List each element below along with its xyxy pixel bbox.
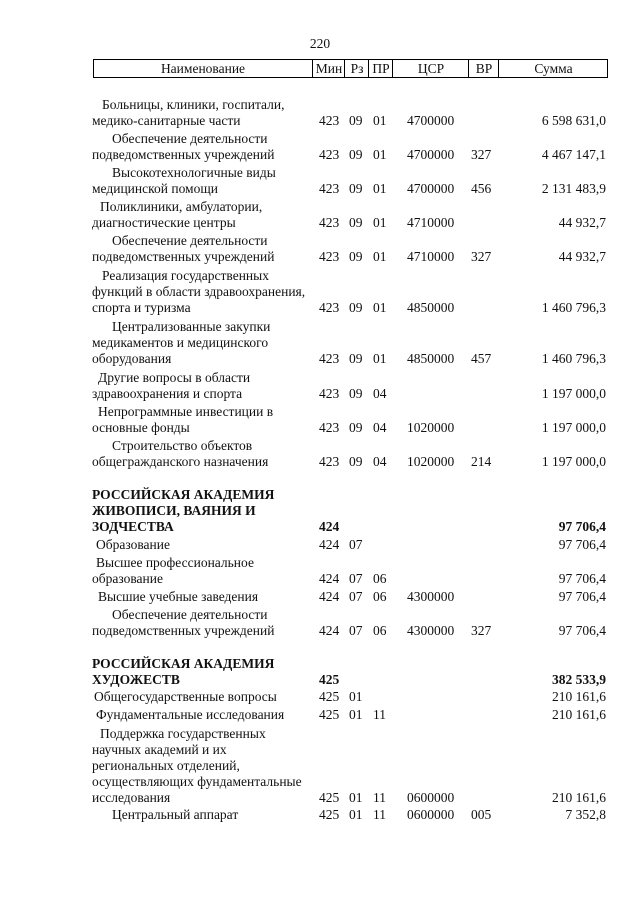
cell-vr: 457 [471, 351, 492, 366]
cell-min: 423 [319, 420, 340, 435]
cell-pr: 11 [373, 707, 386, 722]
cell-pr: 01 [373, 113, 387, 128]
cell-pr: 01 [373, 181, 387, 196]
row-name [92, 607, 310, 639]
row-name-line: исследования [92, 790, 171, 805]
row-name [92, 319, 310, 367]
row-name [92, 199, 310, 231]
cell-vr: 456 [471, 181, 492, 196]
cell-min: 424 [319, 537, 340, 552]
cell-min: 424 [319, 623, 340, 638]
row-name-line: диагностические центры [92, 215, 236, 230]
header-csr: ЦСР [392, 60, 469, 77]
cell-min: 423 [319, 181, 340, 196]
cell-pr: 01 [373, 351, 387, 366]
row-name [92, 233, 310, 265]
row-name-line: Обеспечение деятельности [112, 607, 268, 622]
cell-rz: 09 [349, 420, 363, 435]
cell-csr: 4300000 [407, 623, 455, 638]
cell-min: 425 [319, 689, 340, 704]
row-name-line: подведомственных учреждений [92, 249, 275, 264]
cell-rz: 09 [349, 147, 363, 162]
row-name [92, 370, 310, 402]
row-name-line: научных академий и их [92, 742, 227, 757]
cell-sum: 6 598 631,0 [541, 113, 606, 128]
cell-min: 423 [319, 351, 340, 366]
cell-pr: 11 [373, 790, 386, 805]
row-name-line: Централизованные закупки [112, 319, 271, 334]
row-name-line: Центральный аппарат [112, 807, 239, 822]
cell-sum: 97 706,4 [558, 571, 606, 586]
row-name-line: Непрограммные инвестиции в [98, 404, 274, 419]
cell-vr: 327 [471, 623, 492, 638]
cell-sum: 210 161,6 [552, 707, 606, 722]
cell-csr: 4710000 [407, 249, 455, 264]
cell-pr: 11 [373, 807, 386, 822]
row-name [92, 131, 310, 163]
cell-sum: 97 706,4 [558, 537, 606, 552]
cell-pr: 01 [373, 249, 387, 264]
cell-sum: 1 460 796,3 [541, 300, 606, 315]
cell-min: 425 [319, 707, 340, 722]
cell-vr: 327 [471, 147, 492, 162]
cell-rz: 09 [349, 215, 363, 230]
row-name-line: ЗОДЧЕСТВА [92, 519, 174, 534]
row-name-line: Поддержка государственных [100, 726, 266, 741]
cell-csr: 4850000 [407, 300, 455, 315]
row-name-line: медицинской помощи [92, 181, 218, 196]
cell-min: 425 [319, 672, 340, 687]
header-rz: Рз [344, 60, 369, 77]
cell-sum: 97 706,4 [558, 519, 606, 534]
cell-min: 423 [319, 386, 340, 401]
row-name-line: Другие вопросы в области [98, 370, 251, 385]
row-name-line: Высокотехнологичные виды [112, 165, 276, 180]
row-name-line: РОССИЙСКАЯ АКАДЕМИЯ [92, 656, 275, 671]
cell-rz: 01 [349, 807, 363, 822]
row-name-line: общегражданского назначения [92, 454, 269, 469]
cell-sum: 1 197 000,0 [541, 420, 606, 435]
cell-vr: 327 [471, 249, 492, 264]
cell-vr: 005 [471, 807, 492, 822]
cell-pr: 06 [373, 571, 387, 586]
cell-sum: 44 932,7 [558, 215, 606, 230]
cell-csr: 1020000 [407, 420, 455, 435]
cell-csr: 4700000 [407, 147, 455, 162]
cell-rz: 09 [349, 300, 363, 315]
cell-min: 424 [319, 571, 340, 586]
row-name-line: Обеспечение деятельности [112, 131, 268, 146]
cell-min: 423 [319, 249, 340, 264]
row-name-line: осуществляющих фундаментальные [92, 774, 302, 789]
cell-rz: 07 [349, 623, 363, 638]
cell-pr: 06 [373, 589, 387, 604]
cell-min: 423 [319, 454, 340, 469]
header-name: Наименование [160, 61, 246, 76]
cell-min: 423 [319, 215, 340, 230]
row-name [92, 726, 310, 806]
row-name-line: Реализация государственных [102, 268, 269, 283]
cell-vr: 214 [471, 454, 492, 469]
row-name-line: здравоохранения и спорта [92, 386, 243, 401]
row-name-line: региональных отделений, [92, 758, 240, 773]
row-name-line: Общегосударственные вопросы [94, 689, 277, 704]
header-pr: ПР [368, 60, 393, 77]
row-name-line: подведомственных учреждений [92, 623, 275, 638]
cell-sum: 97 706,4 [558, 589, 606, 604]
row-name-line: спорта и туризма [92, 300, 191, 315]
cell-csr: 4300000 [407, 589, 455, 604]
row-name-line: Высшее профессиональное [96, 555, 254, 570]
header-sum: Сумма [498, 60, 608, 77]
cell-csr: 0600000 [407, 790, 455, 805]
cell-rz: 09 [349, 113, 363, 128]
row-name-line: оборудования [92, 351, 172, 366]
row-name-line: РОССИЙСКАЯ АКАДЕМИЯ [92, 487, 275, 502]
row-name-line: медико-санитарные части [92, 113, 241, 128]
row-name [92, 807, 310, 823]
cell-rz: 07 [349, 589, 363, 604]
cell-rz: 07 [349, 571, 363, 586]
cell-rz: 01 [349, 689, 363, 704]
row-name-line: Строительство объектов [112, 438, 253, 453]
row-name [92, 487, 310, 535]
cell-sum: 382 533,9 [552, 672, 606, 687]
cell-sum: 44 932,7 [558, 249, 606, 264]
row-name [92, 404, 310, 436]
cell-rz: 09 [349, 351, 363, 366]
row-name [92, 656, 310, 688]
header-min: Мин [312, 60, 345, 77]
header-vr: ВР [468, 60, 499, 77]
cell-pr: 01 [373, 147, 387, 162]
cell-csr: 0600000 [407, 807, 455, 822]
cell-rz: 09 [349, 454, 363, 469]
cell-rz: 09 [349, 249, 363, 264]
cell-rz: 09 [349, 386, 363, 401]
cell-sum: 1 197 000,0 [541, 454, 606, 469]
cell-min: 424 [319, 519, 340, 534]
row-name [92, 555, 310, 587]
page-number: 220 [309, 36, 331, 51]
cell-pr: 01 [373, 300, 387, 315]
row-name [92, 707, 310, 723]
row-name [92, 537, 310, 553]
cell-min: 423 [319, 147, 340, 162]
cell-sum: 2 131 483,9 [541, 181, 606, 196]
cell-sum: 210 161,6 [552, 689, 606, 704]
cell-sum: 97 706,4 [558, 623, 606, 638]
row-name [92, 438, 310, 470]
cell-pr: 04 [373, 454, 387, 469]
row-name [92, 268, 310, 316]
row-name-line: Больницы, клиники, госпитали, [102, 97, 285, 112]
cell-csr: 4700000 [407, 113, 455, 128]
row-name [92, 689, 310, 705]
cell-rz: 01 [349, 707, 363, 722]
cell-rz: 01 [349, 790, 363, 805]
cell-sum: 1 197 000,0 [541, 386, 606, 401]
cell-rz: 09 [349, 181, 363, 196]
cell-rz: 07 [349, 537, 363, 552]
row-name [92, 589, 310, 605]
row-name [92, 97, 310, 129]
row-name-line: образование [92, 571, 163, 586]
cell-min: 423 [319, 113, 340, 128]
cell-sum: 210 161,6 [552, 790, 606, 805]
row-name-line: основные фонды [92, 420, 190, 435]
row-name-line: Фундаментальные исследования [96, 707, 285, 722]
row-name-line: Обеспечение деятельности [112, 233, 268, 248]
cell-sum: 7 352,8 [565, 807, 606, 822]
cell-pr: 01 [373, 215, 387, 230]
row-name-line: функций в области здравоохранения, [92, 284, 306, 299]
cell-csr: 4850000 [407, 351, 455, 366]
row-name-line: Поликлиники, амбулатории, [100, 199, 263, 214]
cell-csr: 4700000 [407, 181, 455, 196]
cell-min: 425 [319, 790, 340, 805]
cell-sum: 1 460 796,3 [541, 351, 606, 366]
cell-csr: 1020000 [407, 454, 455, 469]
row-name-line: ЖИВОПИСИ, ВАЯНИЯ И [92, 503, 256, 518]
row-name-line: подведомственных учреждений [92, 147, 275, 162]
row-name-line: Высшие учебные заведения [98, 589, 259, 604]
cell-pr: 04 [373, 420, 387, 435]
row-name-line: медикаментов и медицинского [92, 335, 269, 350]
cell-sum: 4 467 147,1 [541, 147, 606, 162]
cell-pr: 04 [373, 386, 387, 401]
cell-min: 424 [319, 589, 340, 604]
row-name [92, 165, 310, 197]
cell-pr: 06 [373, 623, 387, 638]
cell-min: 423 [319, 300, 340, 315]
cell-csr: 4710000 [407, 215, 455, 230]
cell-min: 425 [319, 807, 340, 822]
row-name-line: Образование [96, 537, 170, 552]
row-name-line: ХУДОЖЕСТВ [92, 672, 180, 687]
